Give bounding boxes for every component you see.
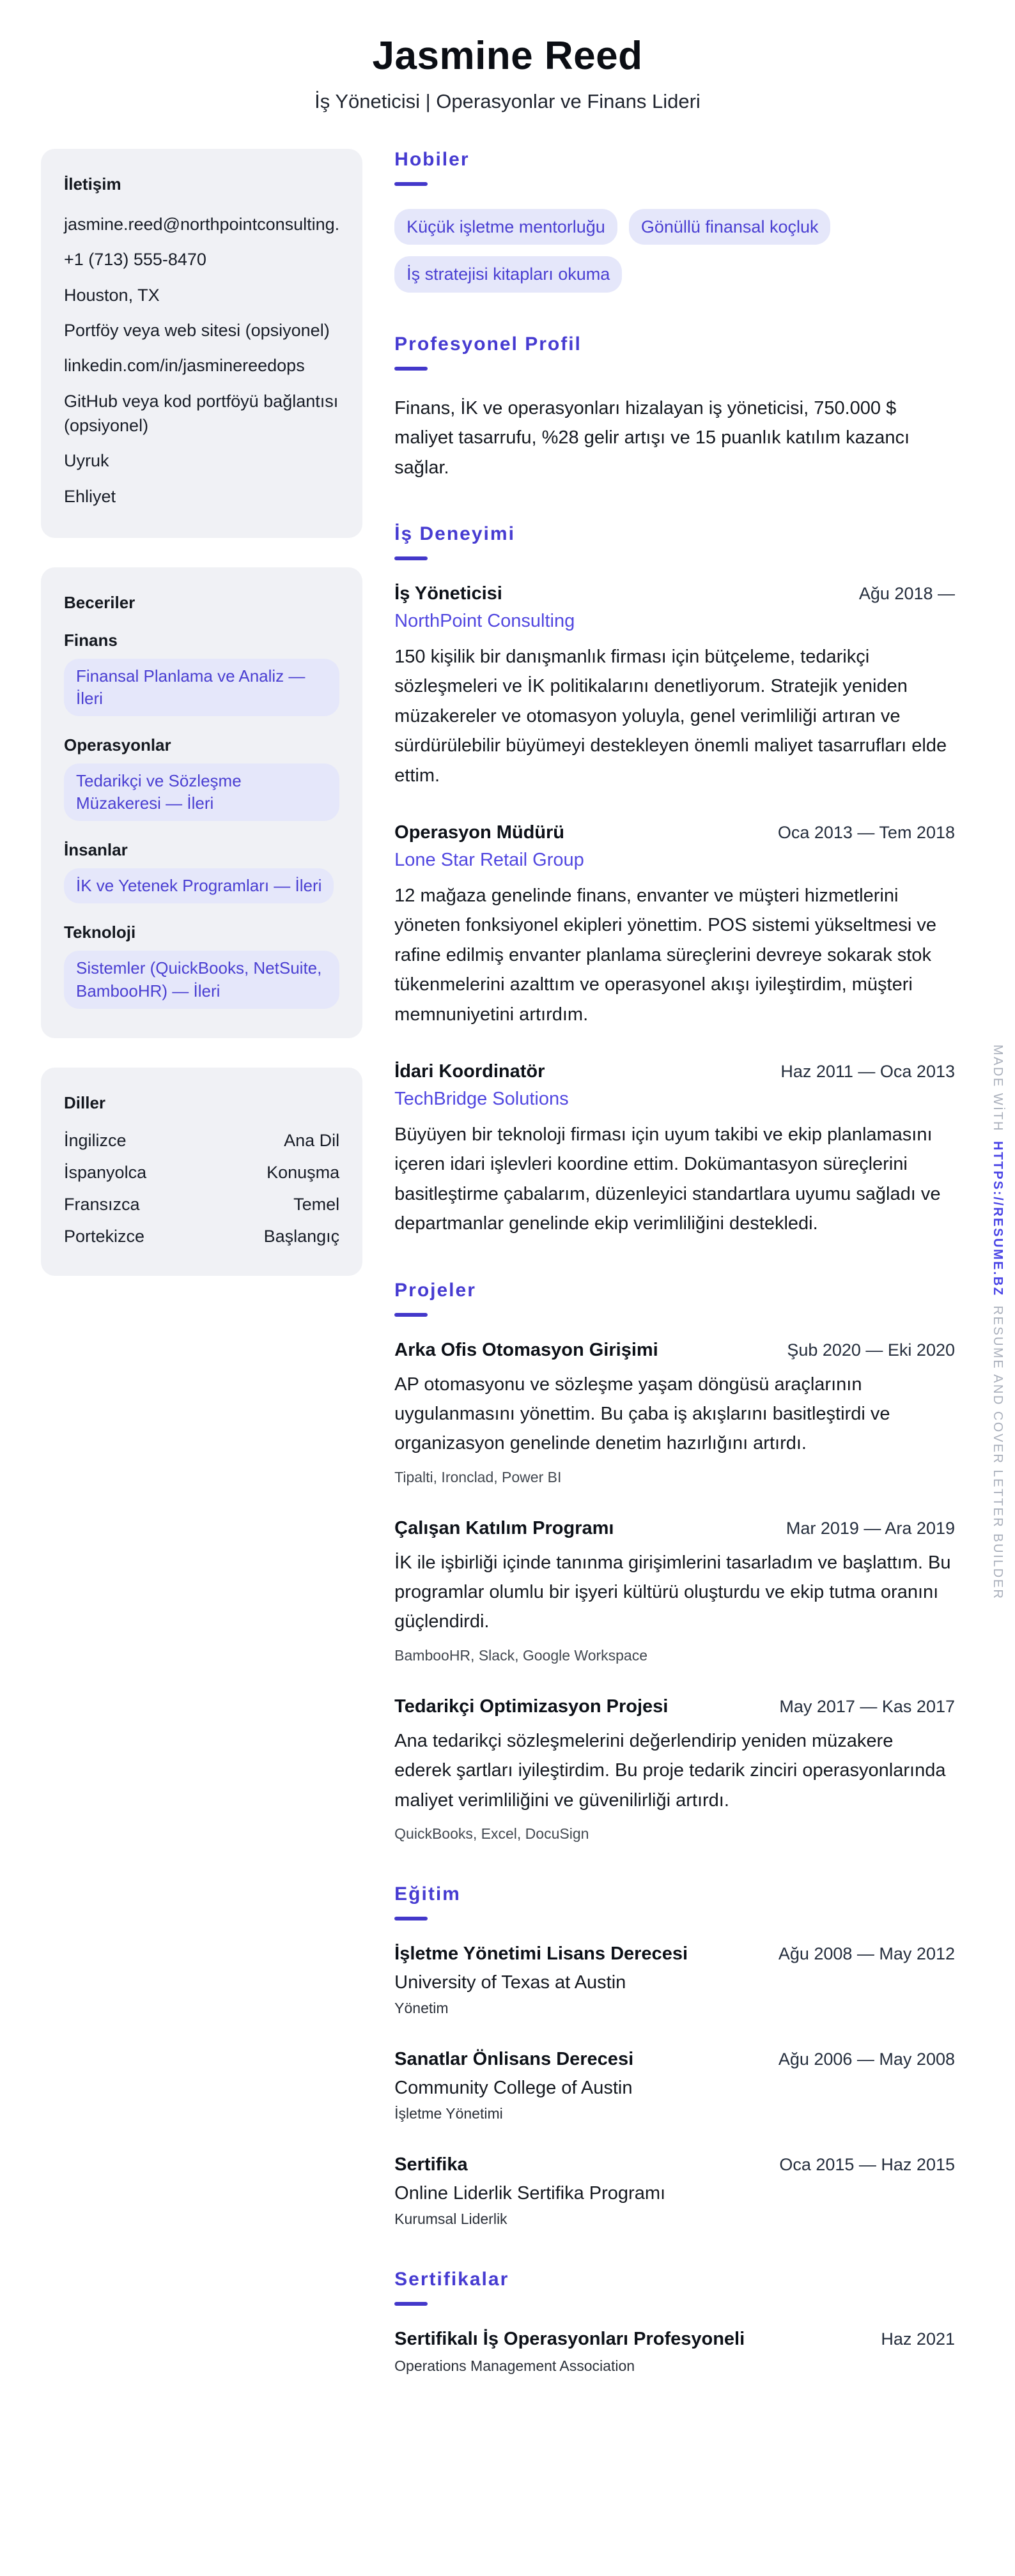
certification-title: Sertifikalı İş Operasyonları Profesyoneli <box>394 2329 745 2350</box>
language-level: Ana Dil <box>284 1130 340 1150</box>
section-title-certifications: Sertifikalar <box>394 2269 509 2290</box>
skill-pill: Sistemler (QuickBooks, NetSuite, BambooHR) — İleri <box>64 951 339 1008</box>
skill-group-finance <box>64 631 339 716</box>
project-description: Ana tedarikçi sözleşmelerini değerlendirip yeniden müzakere ederek şartları iyileştirdim. Bu proje tedarik zinciri operasyonlarında maliyet verimliliğini ve güvenilirliği artırdı. <box>394 1730 946 1811</box>
education-entry <box>394 2049 955 2122</box>
field-of-study: Yönetim <box>394 2000 449 2017</box>
section-underline <box>394 1917 428 1920</box>
skill-group-people <box>64 840 339 903</box>
language-name: Portekizce <box>64 1226 145 1246</box>
entry-head <box>394 2329 955 2350</box>
language-name: İngilizce <box>64 1130 127 1150</box>
project-title: Arka Ofis Otomasyon Girişimi <box>394 1339 658 1360</box>
education-entry <box>394 1943 955 2017</box>
watermark-prefix: MADE WİTH <box>991 1045 1005 1132</box>
degree-title: Sertifika <box>394 2154 468 2175</box>
candidate-title: İş Yöneticisi | Operasyonlar ve Finans Lideri <box>314 90 701 112</box>
school-name: University of Texas at Austin <box>394 1972 626 1993</box>
contact-item-github: GitHub veya kod portföyü bağlantısı (opsiyonel) <box>64 391 339 435</box>
job-title: İdari Koordinatör <box>394 1061 545 1082</box>
education-entry <box>394 2154 955 2228</box>
job-date: Ağu 2018 — <box>858 584 955 604</box>
job-date: Oca 2013 — Tem 2018 <box>777 823 955 842</box>
entry-head <box>394 1518 955 1539</box>
project-date: May 2017 — Kas 2017 <box>779 1696 955 1716</box>
skill-pill: Tedarikçi ve Sözleşme Müzakeresi — İleri <box>64 763 339 821</box>
field-of-study: İşletme Yönetimi <box>394 2105 503 2122</box>
watermark-link[interactable]: HTTPS://RESUME.BZ <box>991 1140 1005 1297</box>
certifications-section <box>394 2269 955 2375</box>
language-name: İspanyolca <box>64 1162 147 1182</box>
education-date: Ağu 2006 — May 2008 <box>778 2050 955 2069</box>
entry-head <box>394 1340 955 1361</box>
company-link[interactable]: TechBridge Solutions <box>394 1088 569 1109</box>
language-row <box>64 1227 339 1246</box>
language-row <box>64 1195 339 1215</box>
columns <box>41 149 974 2416</box>
experience-entry <box>394 583 955 790</box>
certification-date: Haz 2021 <box>881 2329 955 2349</box>
project-tools: QuickBooks, Excel, DocuSign <box>394 1825 589 1843</box>
school-name: Online Liderlik Sertifika Programı <box>394 2183 666 2204</box>
language-name: Fransızca <box>64 1194 140 1214</box>
language-row <box>64 1163 339 1183</box>
skill-group-technology <box>64 923 339 1008</box>
certification-issuer: Operations Management Association <box>394 2358 635 2375</box>
section-underline <box>394 367 428 371</box>
degree-title: İşletme Yönetimi Lisans Derecesi <box>394 1943 688 1965</box>
education-section <box>394 1883 955 2228</box>
page-header <box>41 33 974 113</box>
project-description: İK ile işbirliği içinde tanınma girişimlerini tasarladım ve başlattım. Bu programlar olumlu bir işyeri kültürü oluşturdu ve ekip tutma oranını güçlendirdi. <box>394 1552 951 1632</box>
entry-head <box>394 1943 955 1965</box>
main-content <box>394 149 974 2416</box>
skill-pill: İK ve Yetenek Programları — İleri <box>64 868 334 903</box>
entry-head <box>394 1061 955 1082</box>
entry-head <box>394 822 955 843</box>
language-level: Başlangıç <box>263 1226 340 1246</box>
job-description: 12 mağaza genelinde finans, envanter ve müşteri hizmetlerini yöneten fonksiyonel ekipleri yönettim. POS sistemi yükseltmesi ve rafine edilmiş envanter planlama süreçlerini devreye sokarak stok tükenmelerini azalttım ve operasyonel akışı iyileştirdim, müşteri memnuniyetini artırdım. <box>394 885 936 1025</box>
contact-item-location: Houston, TX <box>64 285 160 305</box>
candidate-name: Jasmine Reed <box>372 34 643 78</box>
degree-title: Sanatlar Önlisans Derecesi <box>394 2049 634 2070</box>
field-of-study: Kurumsal Liderlik <box>394 2211 508 2228</box>
entry-head <box>394 2154 955 2175</box>
hobby-pill: İş stratejisi kitapları okuma <box>394 256 622 292</box>
project-title: Çalışan Katılım Programı <box>394 1517 614 1538</box>
language-level: Konuşma <box>267 1162 340 1182</box>
project-description: AP otomasyonu ve sözleşme yaşam döngüsü araçlarının uygulanmasını yönettim. Bu çaba iş akışlarını basitleştirdi ve organizasyon genelinde denetim hazırlığını artırdı. <box>394 1374 890 1454</box>
job-title: İş Yöneticisi <box>394 583 502 604</box>
section-title-education: Eğitim <box>394 1883 461 1905</box>
experience-section <box>394 523 955 1238</box>
section-title-projects: Projeler <box>394 1279 476 1301</box>
project-date: Mar 2019 — Ara 2019 <box>786 1518 955 1538</box>
projects-section <box>394 1280 955 1843</box>
skill-group-label: Operasyonlar <box>64 735 171 755</box>
experience-entry <box>394 822 955 1029</box>
entry-head <box>394 583 955 604</box>
project-date: Şub 2020 — Eki 2020 <box>787 1340 955 1360</box>
section-underline <box>394 182 428 186</box>
education-date: Oca 2015 — Haz 2015 <box>779 2155 955 2175</box>
section-title-hobbies: Hobiler <box>394 149 470 170</box>
certification-entry <box>394 2329 955 2375</box>
skills-card-title: Beceriler <box>64 592 136 612</box>
contact-card <box>41 149 362 538</box>
contact-item-nationality: Uyruk <box>64 451 109 471</box>
skill-group-label: Finans <box>64 630 118 650</box>
skill-group-label: Teknoloji <box>64 923 136 942</box>
project-entry <box>394 1340 955 1486</box>
education-date: Ağu 2008 — May 2012 <box>778 1944 955 1964</box>
profile-section <box>394 334 955 482</box>
job-description: Büyüyen bir teknoloji firması için uyum takibi ve ekip planlamasını içeren idari işlevleri koordine ettim. Dokümantasyon süreçlerini basitleştirme çabalarım, düzenleyici standartlara uyumu sağladı ve departmanlar genelinde ekip verimliliğini destekledi. <box>394 1124 941 1234</box>
contact-item-linkedin: linkedin.com/in/jasminereedops <box>64 356 305 376</box>
profile-text: Finans, İK ve operasyonları hizalayan iş yöneticisi, 750.000 $ maliyet tasarrufu, %28 gelir artışı ve 15 puanlık katılım kazancı sağlar. <box>394 397 910 478</box>
contact-item-license: Ehliyet <box>64 486 116 506</box>
experience-entry <box>394 1061 955 1239</box>
watermark <box>990 1045 1005 1600</box>
job-title: Operasyon Müdürü <box>394 822 565 843</box>
section-title-profile: Profesyonel Profil <box>394 333 582 355</box>
project-title: Tedarikçi Optimizasyon Projesi <box>394 1696 669 1717</box>
watermark-suffix: RESUME AND COVER LETTER BUILDER <box>991 1305 1005 1600</box>
school-name: Community College of Austin <box>394 2078 633 2099</box>
hobby-pill: Küçük işletme mentorluğu <box>394 209 617 245</box>
project-tools: BambooHR, Slack, Google Workspace <box>394 1646 648 1664</box>
project-entry <box>394 1696 955 1843</box>
skill-pill: Finansal Planlama ve Analiz — İleri <box>64 659 339 716</box>
project-tools: Tipalti, Ironclad, Power BI <box>394 1468 562 1485</box>
contact-card-title: İletişim <box>64 174 121 194</box>
hobby-pill: Gönüllü finansal koçluk <box>629 209 831 245</box>
contact-item-email: jasmine.reed@northpointconsulting. <box>64 215 340 234</box>
section-underline <box>394 556 428 560</box>
hobbies-section <box>394 149 955 293</box>
entry-head <box>394 1696 955 1717</box>
skills-card <box>41 567 362 1038</box>
project-entry <box>394 1518 955 1664</box>
sidebar <box>41 149 362 1276</box>
contact-item-website: Portföy veya web sitesi (opsiyonel) <box>64 320 330 340</box>
job-description: 150 kişilik bir danışmanlık firması için bütçeleme, tedarikçi sözleşmeleri ve İK politikalarını denetliyorum. Stratejik yeniden müzakereler ve otomasyon yoluyla, genel verimliliği artıran ve sürdürülebilir büyümeyi destekleyen önemli maliyet tasarrufları elde ettim. <box>394 647 947 786</box>
language-level: Temel <box>293 1194 340 1214</box>
section-title-experience: İş Deneyimi <box>394 523 515 545</box>
section-underline <box>394 2302 428 2306</box>
section-underline <box>394 1313 428 1317</box>
entry-head <box>394 2049 955 2070</box>
contact-item-phone: +1 (713) 555-8470 <box>64 250 206 270</box>
skill-group-label: İnsanlar <box>64 840 128 860</box>
company-link[interactable]: Lone Star Retail Group <box>394 850 584 870</box>
company-link[interactable]: NorthPoint Consulting <box>394 611 575 632</box>
language-row <box>64 1131 339 1151</box>
languages-card-title: Diller <box>64 1092 106 1112</box>
languages-card <box>41 1068 362 1276</box>
hobby-pills <box>394 209 893 293</box>
skill-group-operations <box>64 735 339 821</box>
job-date: Haz 2011 — Oca 2013 <box>780 1061 955 1081</box>
